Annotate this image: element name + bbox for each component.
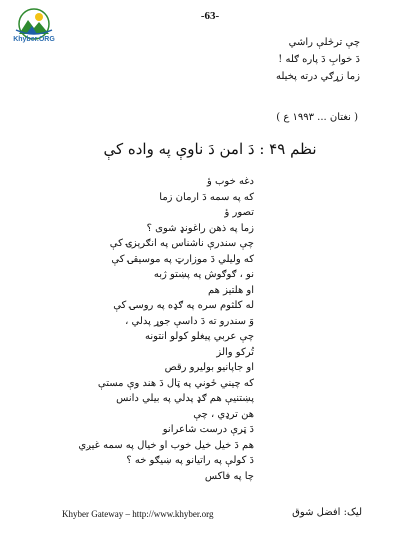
poem-title: نظم ۴۹ : دَ امن دَ ناوې په واده کې	[103, 140, 317, 158]
poem-line: که په سمه دَ ارمان زما	[159, 191, 254, 203]
poem-line: نو ، ګوګوش په پښتو ژبه	[153, 269, 254, 280]
poem-line: پښتنيې هم ګډ پدلي په بيلي دانس	[116, 393, 254, 404]
poem-line: وَ سندرو ته دَ داسې جوړ پدلي ،	[125, 315, 254, 327]
footer-author: ليک: افضل شوق	[292, 507, 362, 518]
poem-line: او هلتيز هم	[207, 284, 254, 296]
poem-line: دَ ټرې درست شاعرانو	[162, 424, 254, 435]
poem-line: چې عربي پيغلو کولو انتونه	[145, 331, 254, 342]
poem-line: زما په ذهن راغونډ شوی ؟	[146, 222, 254, 234]
poem-line: له کلثوم سره په ګډه په روسۍ کې	[113, 300, 254, 311]
poem-line: دَ کولې په راتيانو په ښيګو خه ؟	[126, 455, 254, 466]
top-stanza	[0, 34, 360, 85]
poem-line: هم دَ خيل خيل خوب او خيال په سمه غيږي	[78, 439, 254, 451]
page-number: -63-	[200, 10, 220, 22]
poem-line: چې سندرې ناشناس په انګرېزۍ کې	[109, 238, 254, 249]
stanza-line: چې ترڅلې راشي	[288, 37, 360, 48]
poem-line: تُرکو والز	[216, 346, 254, 358]
stanza-line: دَ خوابِ دَ پاره ګله !	[278, 54, 360, 65]
poem-line: که وليلي دَ موزارټ په موسيقۍ کې	[111, 253, 254, 265]
poem-line: دغه خوب ؤ	[207, 176, 254, 187]
poem-line: هن ترډي ، چې	[193, 408, 254, 420]
poem-line: تصور ؤ	[224, 207, 254, 218]
date-line: ( نغتان ... ١٩٩٣ ع )	[276, 112, 358, 123]
poem-body	[34, 174, 254, 484]
poem-line: چا په فاکس	[204, 470, 254, 482]
poem-line: او جاپانيو بوليرو رقص	[164, 362, 254, 373]
footer-website[interactable]: Khyber Gateway – http://www.khyber.org	[62, 509, 214, 519]
stanza-line: زما زړګي درته پخيله	[275, 71, 360, 82]
logo-text: Khyber.ORG	[13, 36, 55, 43]
poem-line: که چيني ځوني په ټال دَ هند وې مستې	[97, 377, 254, 389]
